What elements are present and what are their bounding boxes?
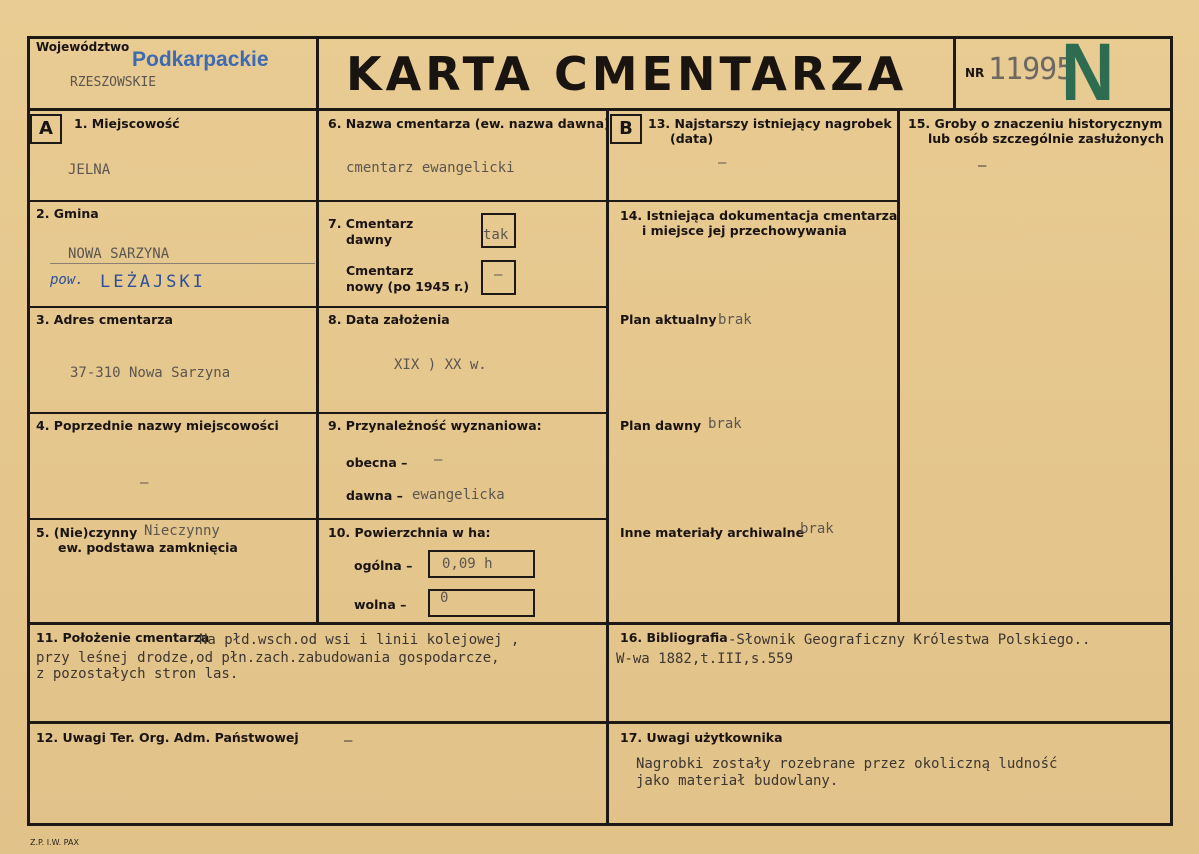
section-a-letter: A [30,114,62,144]
field-5-label-a: 5. (Nie)czynny [36,525,138,540]
header-col2 [953,36,956,111]
field-9-obecna-label: obecna – [346,455,408,470]
field-3-value: 37-310 Nowa Sarzyna [70,365,231,381]
header-col1 [316,36,319,111]
field-14-label-a: 14. Istniejąca dokumentacja cmentarza [620,208,898,223]
field-17-line-2: jako materiał budowlany. [636,773,839,789]
field-14-plan-aktualny-value: brak [718,312,752,328]
field-2-label: 2. Gmina [36,206,99,221]
header-bottom [27,108,1173,111]
field-7-nowy-value: – [494,267,503,283]
field-12-label: 12. Uwagi Ter. Org. Adm. Państwowej [36,730,299,745]
field-8-value: XIX ) XX w. [394,357,487,373]
row-sep-4 [27,518,609,520]
field-17-label: 17. Uwagi użytkownika [620,730,783,745]
wojewodztwo-typed: RZESZOWSKIE [70,75,157,90]
field-14-plan-dawny-label: Plan dawny [620,418,702,433]
field-6-value: cmentarz ewangelicki [346,160,515,176]
field-7-nowy-label-b: nowy (po 1945 r.) [346,279,470,294]
field-13-label-b: (data) [670,131,714,146]
field-10-wolna-value: 0 [440,590,449,606]
field-1-value: JELNA [68,162,111,178]
field-11-label: 11. Położenie cmentarza [36,630,210,645]
field-14-inne-value: brak [800,521,834,537]
field-4-value: – [140,475,149,491]
field-17-line-1: Nagrobki zostały rozebrane przez okoliczną ludność [636,756,1058,772]
footer-imprint: Z.P. I.W. PAX [30,838,79,847]
field-7-nowy-label-a: Cmentarz [346,263,414,278]
field-6-label: 6. Nazwa cmentarza (ew. nazwa dawna) [328,116,610,131]
field-9-label: 9. Przynależność wyznaniowa: [328,418,542,433]
field-16-label: 16. Bibliografia [620,630,728,645]
field-14-plan-dawny-value: brak [708,416,742,432]
row-sep-3 [27,412,609,414]
col-divider-3 [897,108,900,624]
row-sep-6 [27,721,1173,724]
field-12-value: — [344,733,353,749]
section-b-letter: B [610,114,642,144]
field-9-obecna-value: – [434,452,443,468]
field-2-underline [50,263,315,264]
field-9-dawna-label: dawna – [346,488,403,503]
field-5-value: Nieczynny [144,523,220,539]
field-2-pow-value: LEŻAJSKI [100,272,206,292]
frame-left [27,36,30,826]
field-5-label-b: ew. podstawa zamknięcia [58,540,238,555]
field-13-value: – [718,155,727,171]
frame-right [1170,36,1173,826]
col-divider-2 [606,108,609,824]
field-9-dawna-value: ewangelicka [412,487,505,503]
frame-top [27,36,1173,39]
field-10-ogolna-value: 0,09 h [442,556,493,572]
row-sep-2 [27,306,609,308]
nr-label: NR [965,66,985,80]
row-sep-b [606,200,899,202]
field-11-line-1: Na płd.wsch.od wsi i linii kolejowej , [199,632,520,648]
field-16-line-2: W-wa 1882,t.III,s.559 [616,651,794,667]
field-14-label-b: i miejsce jej przechowywania [642,223,847,238]
row-sep-1 [27,200,609,202]
field-1-label: 1. Miejscowość [74,116,180,131]
field-8-label: 8. Data założenia [328,312,450,327]
field-10-ogolna-label: ogólna – [354,558,413,573]
field-11-line-2: przy leśnej drodze,od płn.zach.zabudowania gospodarcze, [36,650,500,666]
field-10-label: 10. Powierzchnia w ha: [328,525,491,540]
field-4-label: 4. Poprzednie nazwy miejscowości [36,418,279,433]
field-3-label: 3. Adres cmentarza [36,312,173,327]
col-divider-1 [316,108,319,624]
field-13-label-a: 13. Najstarszy istniejący nagrobek [648,116,892,131]
field-2-pow-prefix: pow. [50,272,84,288]
field-7-label-a: 7. Cmentarz [328,216,414,231]
field-14-plan-aktualny-label: Plan aktualny [620,312,717,327]
field-14-inne-label: Inne materiały archiwalne [620,525,805,540]
frame-bottom [27,823,1173,826]
field-7-dawny-value: tak [483,227,509,243]
row-sep-5 [27,622,1173,625]
page-title: KARTA CMENTARZA [346,47,908,101]
nr-letter: N [1060,27,1115,118]
wojewodztwo-label: Województwo [36,40,130,54]
field-7-label-b: dawny [346,232,392,247]
wojewodztwo-stamp: Podkarpackie [132,48,269,71]
field-15-label-b: lub osób szczególnie zasłużonych [928,131,1165,146]
field-16-line-1: -Słownik Geograficzny Królestwa Polskiego.. [728,632,1091,648]
field-11-line-3: z pozostałych stron las. [36,666,239,682]
nr-value: 11995 [988,52,1074,87]
field-15-label-a: 15. Groby o znaczeniu historycznym [908,116,1163,131]
field-10-wolna-label: wolna – [354,597,407,612]
field-15-value: — [978,158,987,174]
field-2-value: NOWA SARZYNA [68,246,170,262]
